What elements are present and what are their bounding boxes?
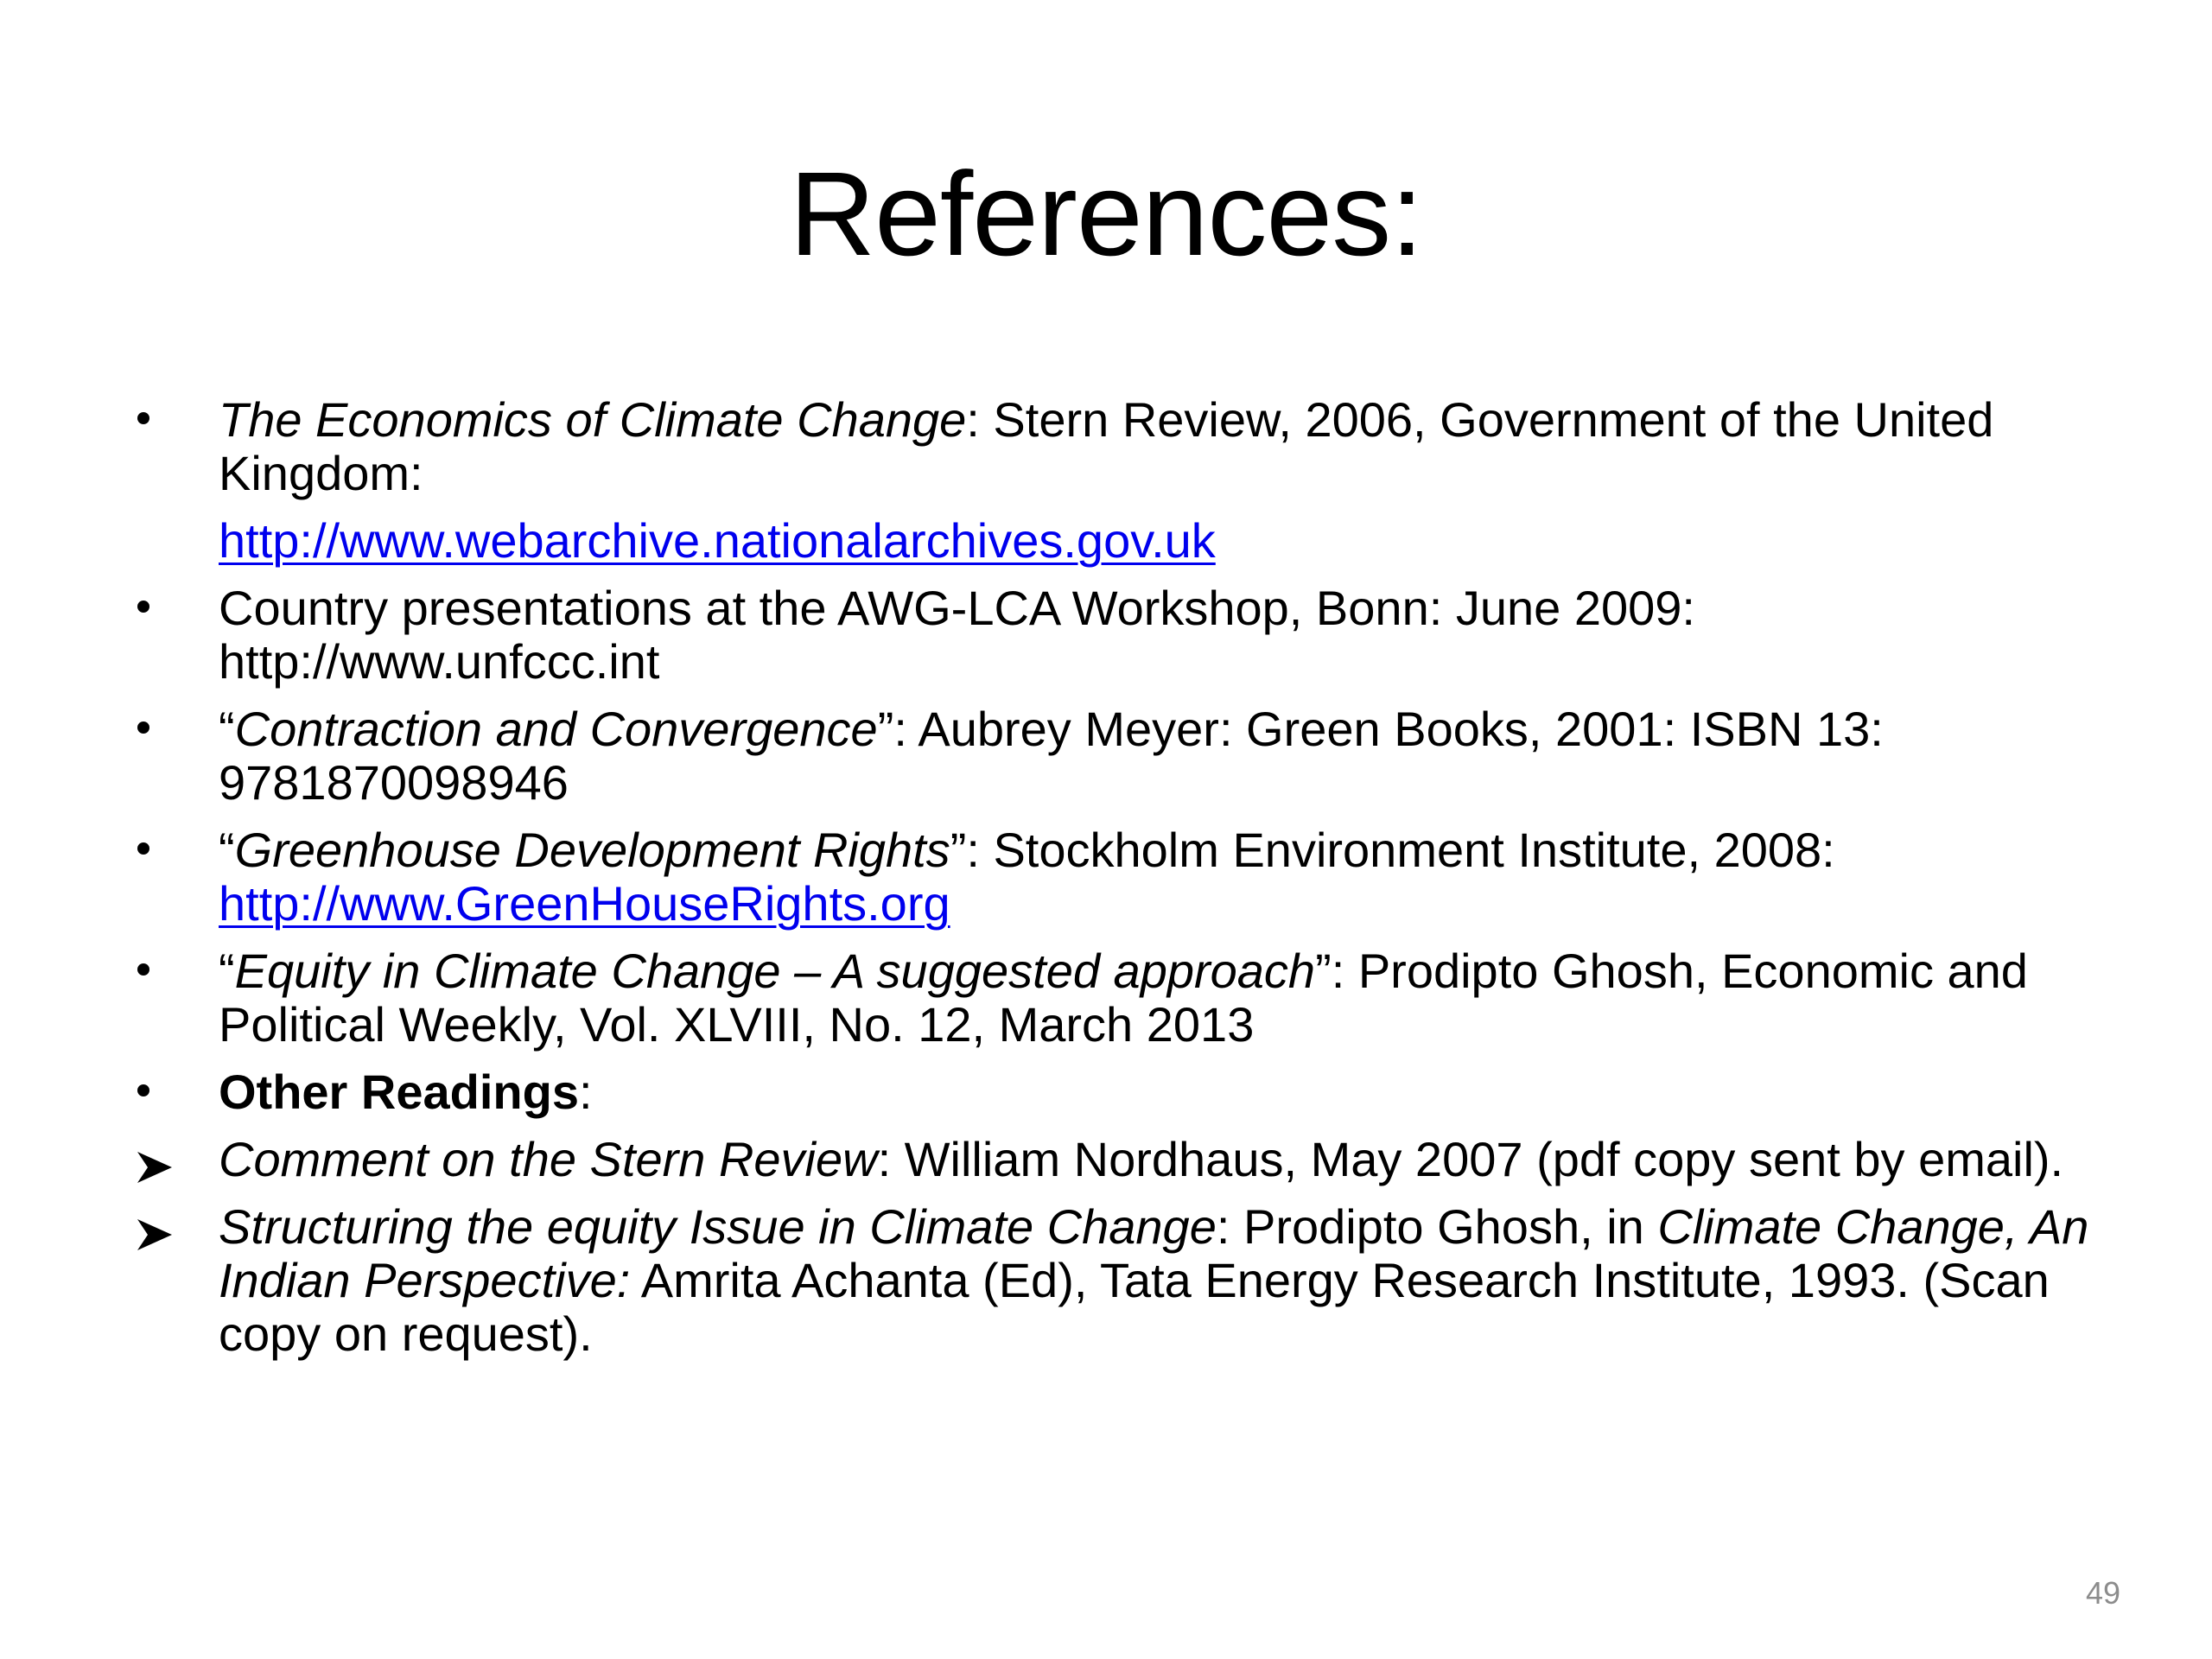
- reference-book-title: Climate Change, An Indian Perspective:: [219, 1199, 2089, 1307]
- reference-title: The Economics of Climate Change: [219, 392, 967, 447]
- reference-details: : William Nordhaus, May 2007 (pdf copy sent by email).: [877, 1132, 2064, 1186]
- reference-details-continued: Amrita Achanta (Ed), Tata Energy Research Institute, 1993. (Scan copy on request).: [219, 1253, 2050, 1361]
- open-quote: “: [219, 823, 235, 877]
- bullet-dot-icon: [137, 601, 149, 613]
- reference-item-other-readings: [125, 1065, 2139, 1119]
- reference-title: Greenhouse Development Rights: [234, 823, 950, 877]
- bullet-marker: [125, 393, 194, 447]
- reference-details: : Prodipto Ghosh, in: [1216, 1199, 1658, 1254]
- bullet-marker: [125, 944, 194, 998]
- reference-item-equity: [125, 944, 2139, 1052]
- reference-link-line: [219, 514, 2139, 568]
- section-heading-other-readings: Other Readings: [219, 1065, 579, 1119]
- reference-text: [219, 702, 2139, 810]
- slide-title: References:: [789, 148, 1423, 281]
- reference-details: ”: Prodipto Ghosh, Economic and Political Weekly, Vol. XLVIII, No. 12, March 2013: [219, 944, 2028, 1052]
- reference-link-webarchive[interactable]: http://www.webarchive.nationalarchives.gov.uk: [219, 513, 1216, 568]
- reference-title: Structuring the equity Issue in Climate Change: [219, 1199, 1217, 1254]
- reference-item-nordhaus: [125, 1133, 2139, 1186]
- references-list: [125, 393, 2139, 1375]
- reference-details: Country presentations at the AWG-LCA Workshop, Bonn: June 2009: http://www.unfccc.int: [219, 581, 1695, 689]
- reference-title: Equity in Climate Change – A suggested approach: [234, 944, 1316, 998]
- reference-details: :: [578, 1065, 593, 1119]
- arrowhead-bullet-icon: [136, 1209, 174, 1243]
- reference-item-structuring-equity: [125, 1200, 2139, 1361]
- open-quote: “: [219, 702, 235, 756]
- bullet-dot-icon: [137, 412, 149, 424]
- bullet-dot-icon: [137, 842, 149, 855]
- reference-text: [219, 1133, 2139, 1186]
- reference-details: : Stern Review, 2006, Government of the United Kingdom:: [219, 392, 1994, 500]
- reference-text: [219, 1200, 2139, 1361]
- reference-text: [219, 823, 2139, 931]
- bullet-marker: [125, 702, 194, 756]
- reference-text: [219, 1065, 2139, 1119]
- reference-link-greenhouserights[interactable]: http://www.GreenHouseRights.org: [219, 876, 950, 931]
- bullet-marker: [125, 582, 194, 635]
- bullet-marker: [125, 823, 194, 877]
- arrowhead-bullet-icon: [136, 1141, 174, 1176]
- bullet-dot-icon: [137, 721, 149, 734]
- reference-details: ”: Aubrey Meyer: Green Books, 2001: ISBN 13: 9781870098946: [219, 702, 1884, 810]
- page-number: 49: [2085, 1575, 2120, 1611]
- reference-item-stern-review: [125, 393, 2139, 568]
- arrow-marker: [125, 1200, 194, 1254]
- reference-text: [219, 393, 2139, 500]
- reference-item-contraction: [125, 702, 2139, 810]
- reference-title: Comment on the Stern Review: [219, 1132, 878, 1186]
- arrow-marker: [125, 1133, 194, 1186]
- bullet-dot-icon: [137, 963, 149, 976]
- reference-text: [219, 944, 2139, 1052]
- reference-details: ”: Stockholm Environment Institute, 2008:: [950, 823, 1835, 877]
- bullet-marker: [125, 1065, 194, 1119]
- reference-title: Contraction and Convergence: [234, 702, 878, 756]
- open-quote: “: [219, 944, 235, 998]
- reference-item-awg-lca: [125, 582, 2139, 689]
- bullet-dot-icon: [137, 1084, 149, 1096]
- reference-text: [219, 582, 2139, 689]
- reference-item-greenhouse-rights: [125, 823, 2139, 931]
